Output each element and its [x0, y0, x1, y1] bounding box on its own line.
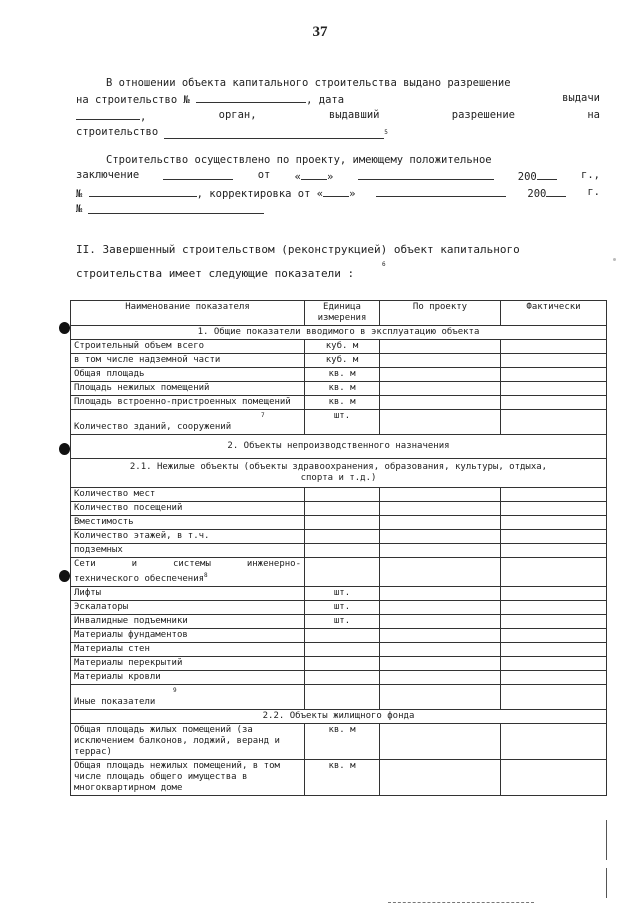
table-row: Сети и системы инженерно- технического обеспечения$^8$ [71, 558, 607, 587]
conclusion-blank[interactable] [163, 168, 233, 180]
table-row: в том числе надземной части куб. м [71, 354, 607, 368]
actual-value-cell[interactable] [501, 724, 607, 760]
project-value-cell[interactable] [380, 516, 501, 530]
footnote-rule [388, 902, 534, 903]
table-row: Площадь нежилых помещений кв. м [71, 382, 607, 396]
project-value-cell[interactable] [380, 340, 501, 354]
project-value-cell[interactable] [380, 724, 501, 760]
actual-value-cell[interactable] [501, 410, 607, 435]
table-row: Материалы кровли [71, 671, 607, 685]
table-row: Эскалаторы шт. [71, 601, 607, 615]
actual-value-cell[interactable] [501, 558, 607, 587]
binder-hole-1 [59, 322, 70, 334]
project-value-cell[interactable] [380, 629, 501, 643]
actual-value-cell[interactable] [501, 671, 607, 685]
actual-value-cell[interactable] [501, 530, 607, 544]
table-row: Площадь встроенно-пристроенных помещений кв. м [71, 396, 607, 410]
actual-value-cell[interactable] [501, 340, 607, 354]
scan-speck [613, 258, 616, 261]
project-value-cell[interactable] [380, 601, 501, 615]
actual-value-cell[interactable] [501, 502, 607, 516]
conclusion-month-blank[interactable] [358, 168, 494, 180]
project-value-cell[interactable] [380, 530, 501, 544]
table-row: Общая площадь кв. м [71, 368, 607, 382]
scan-edge-mark [606, 820, 607, 860]
table-row: Строительный объем всего куб. м [71, 340, 607, 354]
project-value-cell[interactable] [380, 671, 501, 685]
permit-number-blank[interactable] [196, 91, 306, 103]
header-unit: Единица измерения [305, 301, 380, 326]
project-value-cell[interactable] [380, 382, 501, 396]
table-row: Лифты шт. [71, 587, 607, 601]
table-row: 9 Иные показатели [71, 685, 607, 710]
conclusion-day-blank[interactable] [301, 168, 327, 180]
section-row: 1. Общие показатели вводимого в эксплуатацию объекта [71, 326, 607, 340]
table-row: Вместимость [71, 516, 607, 530]
table-header-row [71, 301, 607, 326]
conclusion-year-blank[interactable] [537, 168, 557, 180]
actual-value-cell[interactable] [501, 615, 607, 629]
table-row: Общая площадь нежилых помещений, в том числе площадь общего имущества в многоквартирном доме кв. м [71, 760, 607, 796]
project-value-cell[interactable] [380, 410, 501, 435]
project-value-cell[interactable] [380, 558, 501, 587]
subsection-row: 2.1. Нежилые объекты (объекты здравоохранения, образования, культуры, отдыха, спорта и т.д.) [71, 459, 607, 488]
table-row: Количество посещений [71, 502, 607, 516]
project-paragraph: Строительство осуществлено по проекту, имеющему положительное заключение от « » 200 г., № , корректировка от « » 200 г. № [76, 154, 600, 215]
project-value-cell[interactable] [380, 587, 501, 601]
scan-edge-mark-2 [606, 868, 607, 898]
correction-day-blank[interactable] [323, 185, 349, 197]
project-value-cell[interactable] [380, 544, 501, 558]
actual-value-cell[interactable] [501, 601, 607, 615]
issuing-authority-blank[interactable] [164, 127, 384, 139]
conclusion-number-blank[interactable] [89, 185, 197, 197]
project-value-cell[interactable] [380, 657, 501, 671]
project-value-cell[interactable] [380, 354, 501, 368]
project-value-cell[interactable] [380, 502, 501, 516]
table-row: Материалы фундаментов [71, 629, 607, 643]
header-actual: Фактически [501, 301, 607, 326]
correction-number-blank[interactable] [88, 202, 264, 214]
section-2-heading: II. Завершенный строительством (реконструкцией) объект капитального строительства имеет следующие показатели : 6 [76, 243, 520, 280]
actual-value-cell[interactable] [501, 396, 607, 410]
permit-line-1: В отношении объекта капитального строительства выдано разрешение [106, 77, 511, 89]
table-row: Материалы стен [71, 643, 607, 657]
footnote-7: 7 [261, 412, 265, 419]
footnote-5: 5 [384, 129, 388, 136]
table-row: Количество этажей, в т.ч. [71, 530, 607, 544]
project-value-cell[interactable] [380, 488, 501, 502]
actual-value-cell[interactable] [501, 516, 607, 530]
actual-value-cell[interactable] [501, 657, 607, 671]
footnote-9: 9 [173, 687, 177, 694]
permit-paragraph: В отношении объекта капитального строительства выдано разрешение на строительство № , дата выдачи , орган, выдавший разрешение на строительство $^5$ [76, 77, 600, 138]
actual-value-cell[interactable] [501, 368, 607, 382]
table-row: Количество мест [71, 488, 607, 502]
actual-value-cell[interactable] [501, 685, 607, 710]
table-row: 7 Количество зданий, сооружений шт. [71, 410, 607, 435]
actual-value-cell[interactable] [501, 629, 607, 643]
table-row: подземных [71, 544, 607, 558]
footnote-6: 6 [382, 261, 386, 268]
actual-value-cell[interactable] [501, 544, 607, 558]
actual-value-cell[interactable] [501, 382, 607, 396]
project-value-cell[interactable] [380, 615, 501, 629]
indicators-table [70, 300, 607, 796]
table-row: Общая площадь жилых помещений (за исключением балконов, лоджий, веранд и террас) кв. м [71, 724, 607, 760]
table-row: Материалы перекрытий [71, 657, 607, 671]
actual-value-cell[interactable] [501, 760, 607, 796]
header-project: По проекту [380, 301, 501, 326]
correction-month-blank[interactable] [376, 185, 506, 197]
section-row: 2. Объекты непроизводственного назначения [71, 435, 607, 459]
binder-hole-3 [59, 570, 70, 582]
actual-value-cell[interactable] [501, 354, 607, 368]
table-row: Инвалидные подъемники шт. [71, 615, 607, 629]
binder-hole-2 [59, 443, 70, 455]
correction-year-blank[interactable] [546, 185, 566, 197]
project-value-cell[interactable] [380, 685, 501, 710]
subsection-row: 2.2. Объекты жилищного фонда [71, 710, 607, 724]
footnote-8: 8 [204, 572, 208, 579]
header-indicator: Наименование показателя [71, 301, 305, 326]
issue-date-blank[interactable] [76, 108, 140, 120]
actual-value-cell[interactable] [501, 488, 607, 502]
project-value-cell[interactable] [380, 760, 501, 796]
page-number: 37 [312, 24, 328, 40]
project-value-cell[interactable] [380, 396, 501, 410]
project-value-cell[interactable] [380, 368, 501, 382]
actual-value-cell[interactable] [501, 643, 607, 657]
project-value-cell[interactable] [380, 643, 501, 657]
actual-value-cell[interactable] [501, 587, 607, 601]
